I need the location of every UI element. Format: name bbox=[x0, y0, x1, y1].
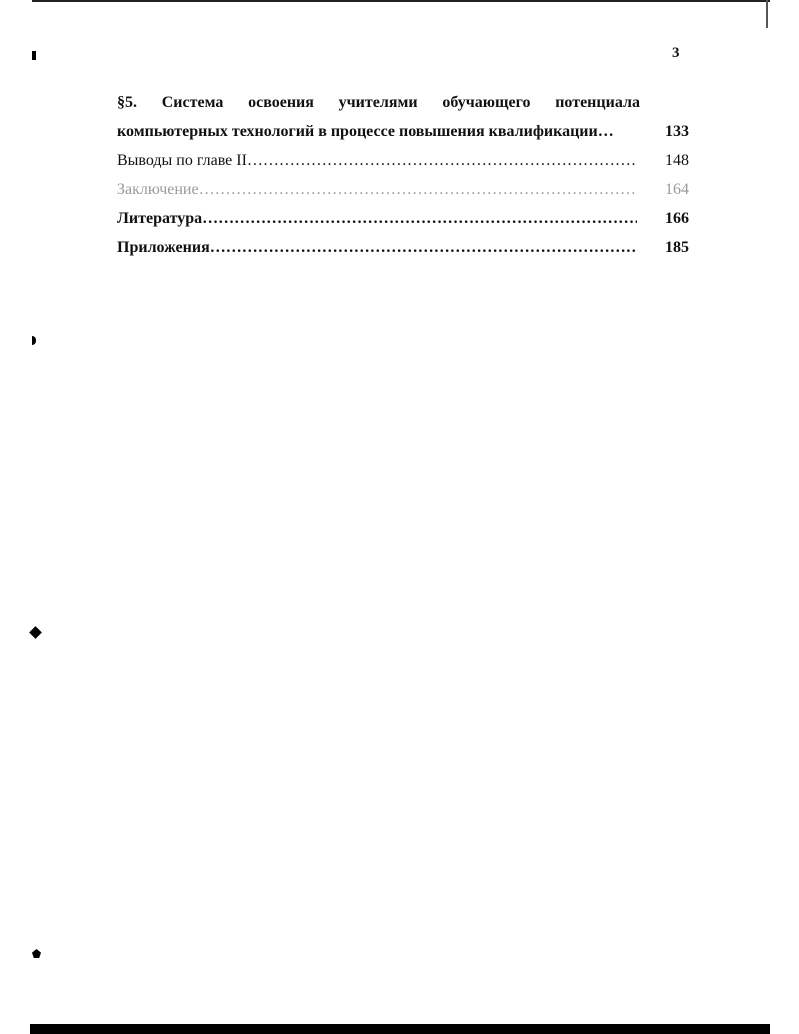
right-edge-line bbox=[766, 0, 768, 28]
toc-entry-page: 133 bbox=[665, 123, 689, 140]
toc-entry-label: компьютерных технологий в процессе повышения квалификации bbox=[117, 123, 598, 140]
binding-mark-icon bbox=[32, 51, 36, 60]
toc-entry-title-line2 bbox=[117, 117, 689, 146]
toc-leader-dots bbox=[199, 175, 637, 204]
table-of-contents bbox=[117, 88, 689, 262]
toc-word: потенциала bbox=[555, 94, 640, 111]
toc-entry-page: 185 bbox=[665, 239, 689, 256]
toc-entry-title-line1 bbox=[117, 88, 640, 117]
toc-leader-dots bbox=[210, 233, 637, 262]
binding-mark-icon bbox=[29, 626, 42, 639]
top-border-line bbox=[32, 0, 770, 2]
toc-entry-section-5 bbox=[117, 88, 689, 146]
toc-word: §5. bbox=[117, 94, 137, 111]
toc-entry-page: 164 bbox=[665, 181, 689, 198]
toc-entry-conclusions-chapter-2 bbox=[117, 146, 689, 175]
toc-entry-label: Приложения bbox=[117, 239, 210, 256]
toc-word: обучающего bbox=[442, 94, 531, 111]
toc-entry-label: Заключение bbox=[117, 181, 199, 198]
toc-entry-appendices bbox=[117, 233, 689, 262]
toc-leader-dots bbox=[247, 146, 637, 175]
toc-entry-label: Выводы по главе II bbox=[117, 152, 247, 169]
bottom-scan-border bbox=[30, 1024, 770, 1034]
toc-word: учителями bbox=[338, 94, 418, 111]
toc-word: освоения bbox=[248, 94, 314, 111]
toc-leader-dots: … bbox=[597, 123, 614, 140]
toc-entry-literature bbox=[117, 204, 689, 233]
toc-entry-page: 166 bbox=[665, 210, 689, 227]
toc-entry-page: 148 bbox=[665, 152, 689, 169]
binding-mark-icon bbox=[32, 949, 41, 958]
toc-leader-dots bbox=[202, 204, 637, 233]
binding-mark-icon bbox=[32, 336, 36, 345]
toc-entry-conclusion bbox=[117, 175, 689, 204]
toc-word: Система bbox=[161, 94, 224, 111]
toc-entry-label: Литература bbox=[117, 210, 203, 227]
page-number: 3 bbox=[672, 45, 680, 61]
